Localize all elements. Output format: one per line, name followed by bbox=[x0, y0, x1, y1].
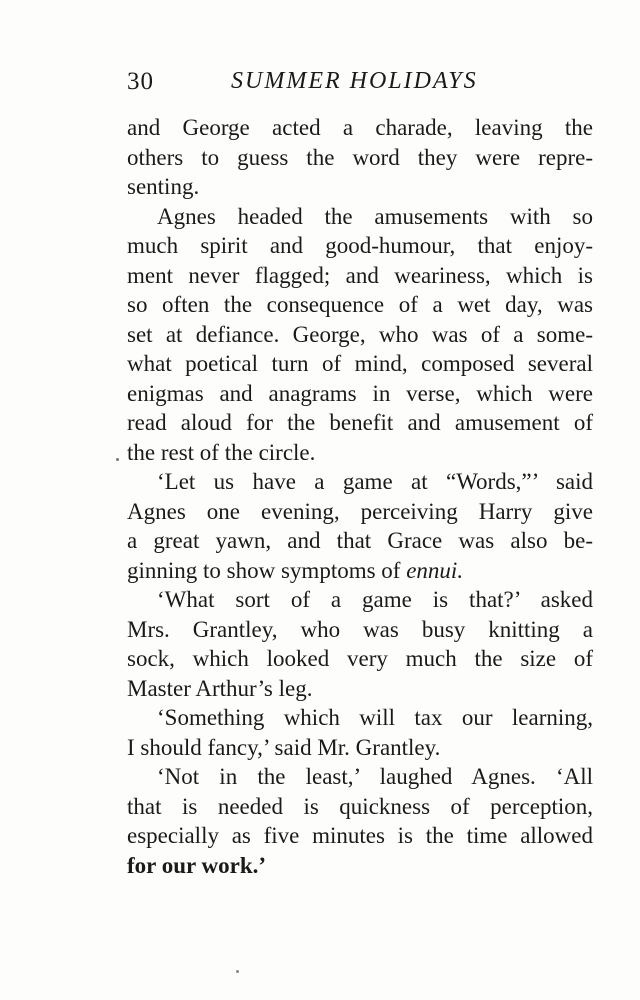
paragraph-3-line-1: ‘Let us have a game at “Words,”’ said bbox=[157, 469, 593, 494]
paragraph-2-line-1: Agnes headed the amusements with so bbox=[157, 203, 593, 229]
page-number: 30 bbox=[127, 68, 154, 95]
paragraph-3-line-2: Agnes one evening, perceiving Harry give bbox=[127, 498, 593, 524]
paragraph-2-line-4: so often the consequence of a wet day, was bbox=[127, 292, 593, 317]
paragraph-5-line-1: ‘Something which will tax our learning, bbox=[157, 705, 593, 730]
paragraph-6-line-1: ‘Not in the least,’ laughed Agnes. ‘All bbox=[157, 764, 593, 789]
margin-speck bbox=[116, 458, 119, 461]
body-text bbox=[127, 113, 593, 880]
paragraph-3-line-4-text: ginning to show symptoms of bbox=[127, 557, 407, 583]
footer-speck bbox=[236, 970, 239, 973]
paragraph-1-line-1: and George acted a charade, leaving the bbox=[127, 115, 593, 140]
paragraph-3-line-3: a great yawn, and that Grace was also be- bbox=[127, 528, 593, 553]
paragraph-4-line-1: ‘What sort of a game is that?’ asked bbox=[157, 587, 593, 612]
paragraph-2-line-9: the rest of the circle. bbox=[127, 439, 316, 465]
paragraph-4-line-4: Master Arthur’s leg. bbox=[127, 675, 313, 701]
paragraph-1-line-3: senting. bbox=[127, 174, 200, 199]
paragraph-2-line-6: what poetical turn of mind, composed several bbox=[127, 351, 593, 376]
paragraph-4-line-2: Mrs. Grantley, who was busy knitting a bbox=[127, 616, 593, 642]
paragraph-2-line-5: set at defiance. George, who was of a some- bbox=[127, 321, 593, 347]
paragraph-3-ennui: ennui. bbox=[406, 557, 464, 583]
paragraph-6-line-3: especially as five minutes is the time allowed bbox=[127, 823, 593, 848]
paragraph-2-line-7: enigmas and anagrams in verse, which were bbox=[127, 380, 593, 406]
paragraph-2-line-8: read aloud for the benefit and amusement of bbox=[127, 410, 593, 435]
paragraph-2-line-2: much spirit and good-humour, that enjoy- bbox=[127, 233, 593, 258]
page-header bbox=[127, 68, 593, 102]
running-head: SUMMER HOLIDAYS bbox=[231, 68, 478, 94]
paragraph-6-line-4: for our work.’ bbox=[127, 852, 267, 878]
paragraph-3-line-4 bbox=[127, 556, 593, 586]
paragraph-5-line-2: I should fancy,’ said Mr. Grantley. bbox=[127, 734, 441, 760]
paragraph-1-line-2: others to guess the word they were repre- bbox=[127, 144, 593, 170]
paragraph-4-line-3: sock, which looked very much the size of bbox=[127, 646, 593, 671]
paragraph-6-line-2: that is needed is quickness of perception, bbox=[127, 793, 593, 819]
paragraph-2-line-3: ment never flagged; and weariness, which is bbox=[127, 262, 593, 288]
